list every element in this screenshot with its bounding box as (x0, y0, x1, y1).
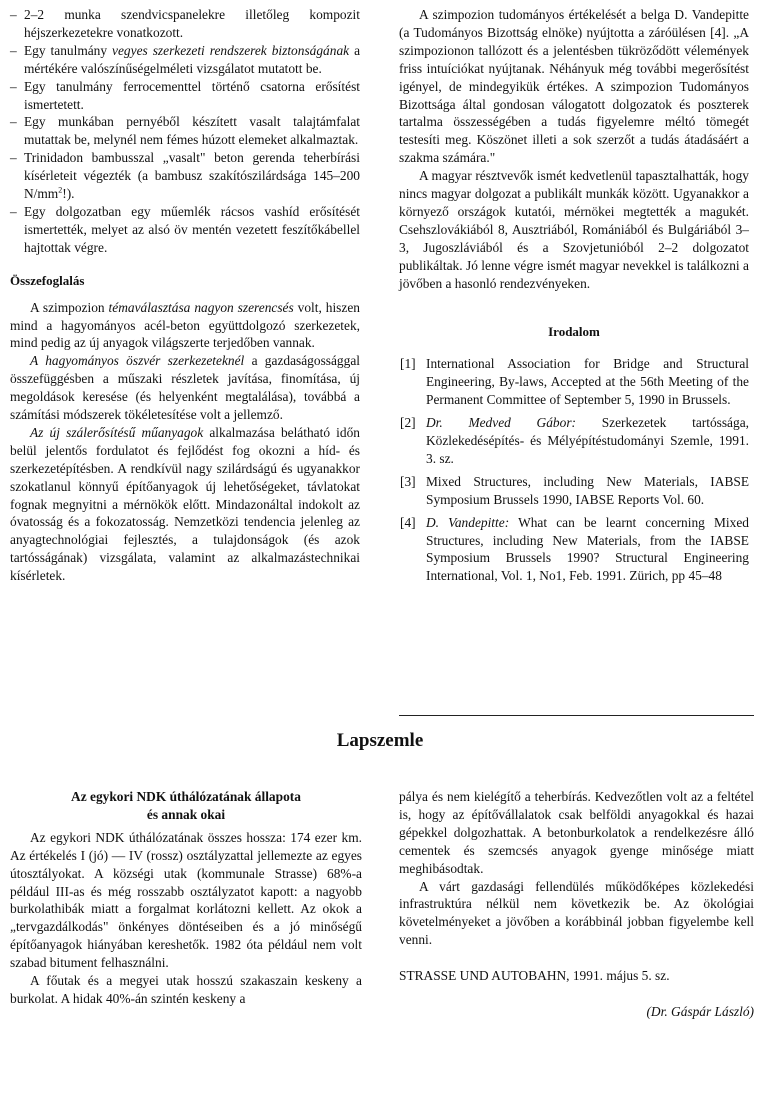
reference-item: [1] International Association for Bridge and Structural Engineering, By-laws, Accepted at the 56th Meeting of the Permanent Committee of September 5, 1990 in Brussels. (400, 356, 749, 408)
article-paragraph: A főutak és a megyei utak hosszú szakaszain keskeny a burkolat. A hidak 40%-án szintén keskeny a (10, 973, 362, 1006)
summary-paragraph: Az új szálerősítésű műanyagok alkalmazása belátható időn belül jelentős fordulatot és fejlődést fog okozni a híd- és szerkezetépítésben. A rendkívül nagy szilárdságú és ugyanakkor szokatlanul könnyű építőanyagok új lehetőségeket, távlatokat fognak megnyitni a mérnökök előtt. Mindazonáltal indokolt az óvatosság és a fokozatosság. Nemzetközi tendencia jelenleg az anyagtechnológiai fejlesztés, a tulajdonságok (és azok tartósságának) vizsgálata, valamint az alkalmazástechnikai kísérletek. (10, 424, 360, 584)
review-right-column (399, 788, 754, 1021)
summary-heading: Összefoglalás (10, 272, 85, 288)
author-signature: (Dr. Gáspár László) (646, 1004, 754, 1020)
bullet-item: – Egy munkában pernyéből készített vasalt talajtámfalat mutattak be, melynél nem fémes húzott elemeket alkalmaztak. (10, 113, 360, 149)
right-column (399, 6, 749, 585)
divider-rule (399, 715, 754, 716)
hungarian-participants-paragraph: A magyar résztvevők ismét kedvetlenül tapasztalhatták, hogy nincs magyar dolgozat a publikált munkák között. Ugyanakkor a környező országok kutatói, mérnökei megtették a magukét. Csehszlovákiából 8, Ausztriából, Romániából és Bulgáriából 3–3, Jugoszláviából és a Szovjetunióból 2–2 dolgozatot publikáltak. Jó lenne végre ismét magyar nevekkel is találkozni a jövőben a hasonló rendezvényeken. (399, 168, 749, 291)
article-paragraph: pálya és nem kielégítő a teherbírás. Kedvezőtlen volt az a feltétel is, hogy az építővállalatok csak belföldi anyagokkal és hazai gépekkel dolgozhattak. A betonburkolatok a rendelkezésre álló cementek és szemcsés anyagok gyenge minősége miatt meghibásodtak. (399, 789, 754, 876)
section-title: Lapszemle (336, 730, 424, 751)
reference-list (399, 355, 749, 585)
reference-item: [2] Dr. Medved Gábor: Szerkezetek tartóssága, Közlekedésépítés- és Mélyépítéstudományi Szemle, 1991. 3. sz. (400, 415, 749, 466)
summary-paragraph: A szimpozion témaválasztása nagyon szerencsés volt, hiszen mind a hagyományos acél-beton együttdolgozó szerkezetek, mind pedig az új anyagok világszerte terjedőben vannak. (10, 299, 360, 351)
bullet-list (10, 6, 360, 257)
reference-item: [4] D. Vandepitte: What can be learnt concerning Mixed Structures, including New Materials, from the IABSE Symposium Brussels 1990? Structural Engineering International, Vol. 1, No1, Feb. 1991. Zürich, pp 45–48 (400, 514, 749, 584)
bullet-item: – Egy dolgozatban egy műemlék rácsos vashíd erősítését ismertették, melyet az alsó öv mentén vezetett feszítőkábellel hajtottak végre. (10, 203, 360, 257)
source-citation: STRASSE UND AUTOBAHN, 1991. május 5. sz. (399, 968, 670, 984)
article-paragraph: Az egykori NDK úthálózatának összes hossza: 174 ezer km. Az értékelés I (jó) — IV (rossz) osztályzattal jellemezte az egyes útosztályokat. A községi utak (kommunale Strasse) 68%-a például III-as és még rosszabb osztályzatot kapott: a nagyobb burkolathibák miatt a forgalmat korlátozni kellett. Az okok a „tervgazdálkodás" önkényes döntéseiben és a jó minőségű építőanyagok hiányában kereshetők. 1982 óta például nem volt szabad bitument felhasználni. (10, 829, 362, 971)
bullet-item: – Egy tanulmány ferrocementtel történő csatorna erősítést ismertetett. (10, 78, 360, 114)
bullet-item: – Egy tanulmány vegyes szerkezeti rendszerek biztonságának a mértékére valószínűségelméleti vizsgálatot mutatott be. (10, 42, 360, 78)
left-column (10, 6, 360, 585)
review-left-column (10, 788, 362, 1008)
evaluation-paragraph: A szimpozion tudományos értékelését a belga D. Vandepitte (a Tudományos Bizottság elnöke) nyújtotta a záróülésen [4]. „A szimpozionon tallózott és a jelentésben tükröződött vélemények friss intuíciókat nyújtanak. Néhányuk még további megerősítést igényel, de mindegyikük értékes. A szimpozion Tudományos Bizottsága által gondosan válogatott dolgozatok és poszterek tartalma összességében a tudás figyelemre méltó tömegét testesíti meg. Köszönet illeti a sok szerzőt a tudás átadásáért a szakma számára." (399, 7, 749, 166)
reference-item: [3] Mixed Structures, including New Materials, IABSE Symposium Brussels 1990, IABSE Reports Vol. 60. (400, 473, 749, 507)
bullet-item: – 2–2 munka szendvicspanelekre illetőleg kompozit héjszerkezetekre vonatkozott. (10, 6, 360, 42)
bullet-item: – Trinidadon bambusszal „vasalt" beton gerenda teherbírási kísérleteit végezték (a bambusz szakítószilárdsága 145–200 $N/mm^2$!). (10, 149, 360, 203)
article-paragraph: A várt gazdasági fellendülés működőképes közlekedési infrastruktúra nélkül nem következik be. Az ökológiai követelményeket a jövőben a korábbinál jobban figyelembe kell venni. (399, 878, 754, 948)
summary-paragraph: A hagyományos öszvér szerkezeteknél a gazdaságossággal összefüggésben a műszaki részletek javítása, finomítása, új megoldások keresése (és helyenként megtalálása), továbbá a számítási módszerek tökéletesítése volt a jellemző. (10, 353, 360, 423)
article-title: Az egykori NDK úthálózatának állapota és annak okai (71, 789, 301, 822)
references-heading: Irodalom (548, 323, 600, 339)
